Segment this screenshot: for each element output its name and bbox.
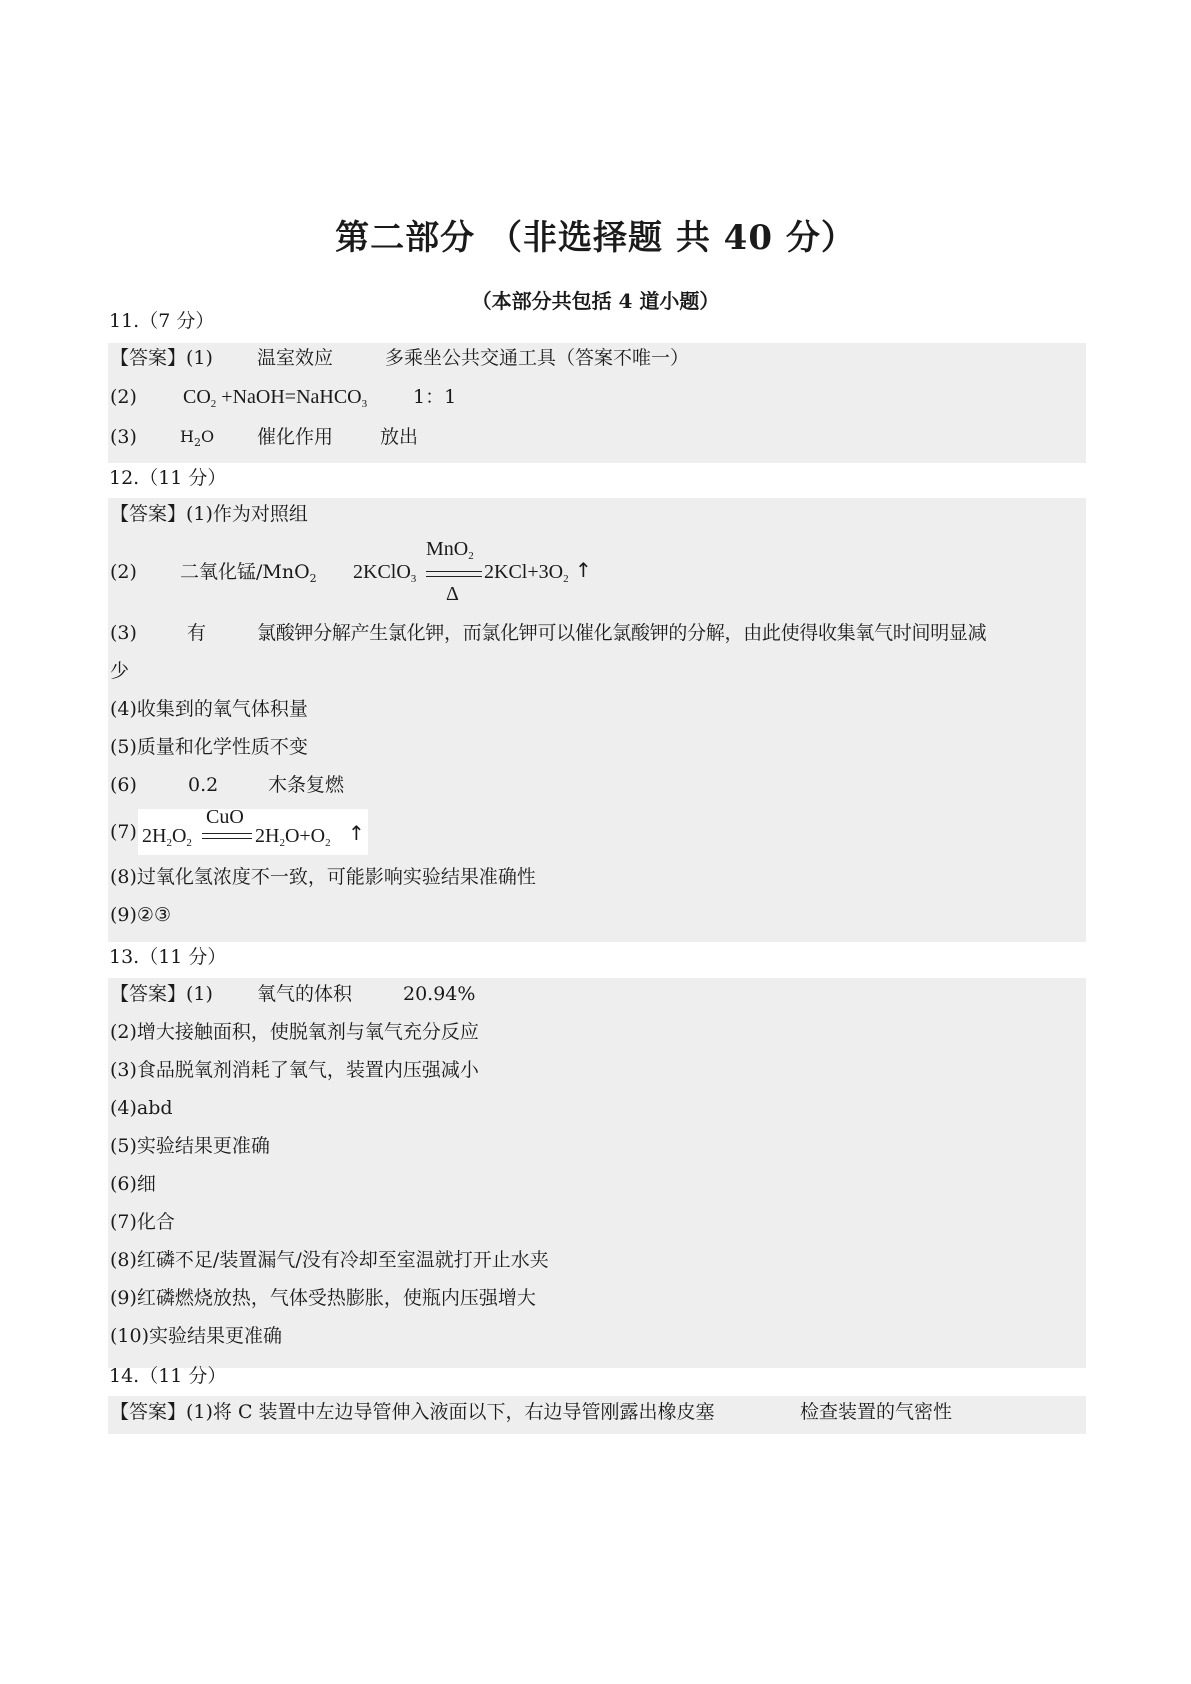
answer-line: (9)红磷燃烧放热，气体受热膨胀，使瓶内压强增大: [110, 1287, 536, 1309]
answer-line: (2)增大接触面积，使脱氧剂与氧气充分反应: [110, 1021, 479, 1043]
equals-line-bottom: [426, 576, 482, 577]
answer-line: (8)过氧化氢浓度不一致，可能影响实验结果准确性: [110, 866, 536, 888]
answer-line: 少: [110, 660, 130, 682]
chem-equation-kclo3: 2KClO$_3$ MnO$_2$ Δ $2KCl+3O_2$ ↑: [353, 538, 592, 605]
answer-line: (4)abd: [110, 1097, 173, 1119]
answer-line: (5)质量和化学性质不变: [110, 736, 308, 758]
chem-equation-h2o2: $2H_2O_2$ CuO $2H_2O+O_2$ ↑: [138, 809, 368, 855]
equals-line-bottom: [202, 838, 252, 839]
equals-line-top: [202, 833, 252, 834]
answer-line: (8)红磷不足/装置漏气/没有冷却至室温就打开止水夹: [110, 1249, 549, 1271]
page-subtitle: （本部分共包括 4 道小题）: [471, 289, 720, 313]
water-formula: $H_2O$: [180, 427, 215, 449]
catalyst-label: MnO$_2$: [426, 538, 474, 562]
up-arrow-icon: ↑: [575, 558, 592, 582]
question-11-heading: 11.（7 分）: [109, 310, 215, 332]
answer-line: (5)实验结果更准确: [110, 1135, 270, 1157]
question-13-heading: 13.（11 分）: [109, 946, 227, 968]
answer-block-13: 【答案】(1) 氧气的体积 20.94% (2)增大接触面积，使脱氧剂与氧气充分反应 (3)食品脱氧剂消耗了氧气，装置内压强减小 (4)abd (5)实验结果更准确 (6)细 (7)化合 (8)红磷不足/装置漏气/没有冷却至室温就打开止水夹 (9)红磷燃烧放热，气体受热膨胀，使瓶内压强增大 (10)实验结果更准确: [108, 978, 1086, 1368]
question-14-heading: 14.（11 分）: [109, 1365, 227, 1387]
heat-condition: Δ: [446, 583, 459, 605]
answer-line: (10)实验结果更准确: [110, 1325, 283, 1347]
answer-line: (4)收集到的氧气体积量: [110, 698, 308, 720]
up-arrow-icon: ↑: [348, 821, 365, 845]
equals-line-top: [426, 571, 482, 572]
answer-block-12: 【答案】(1)作为对照组 (2) 二氧化锰/MnO$_2$ 2KClO$_3$ MnO$_2$ Δ $2KCl+3O_2$ ↑ (3) 有 氯酸钾分解产生氯化钾，而氯化钾可以催化氯酸钾的分解，由此使得收集氧气时间明显减 少 (4)收集到的氧气体积量 (5)质量和化学性质不变 (6) 0.2 木条复燃 (7) $2H_2O_2$ CuO $2H_2O+O_2$ ↑ (8)过氧化氢浓度不一致，可能影响实验结果准确性 (9)②③: [108, 498, 1086, 942]
question-12-heading: 12.（11 分）: [109, 467, 227, 489]
chem-equation: $CO_2$ +NaOH=NaHCO$_3$: [183, 386, 368, 410]
answer-line: 【答案】(1)作为对照组: [110, 503, 308, 525]
answer-line: (6)细: [110, 1173, 156, 1195]
answer-line: (7)化合: [110, 1211, 175, 1233]
page-title: 第二部分 （非选择题 共 40 分）: [335, 218, 856, 258]
answer-block-14: 【答案】(1)将 C 装置中左边导管伸入液面以下，右边导管刚露出橡皮塞 检查装置的气密性: [108, 1396, 1086, 1434]
answer-block-11: 【答案】(1) 温室效应 多乘坐公共交通工具（答案不唯一） (2) $CO_2$ +NaOH=NaHCO$_3$ 1：1 (3) $H_2O$ 催化作用 放出: [108, 343, 1086, 463]
answer-line: (3)食品脱氧剂消耗了氧气，装置内压强减小: [110, 1059, 479, 1081]
catalyst-label: CuO: [206, 806, 244, 828]
answer-line: (7): [110, 821, 137, 843]
answer-line: (9)②③: [110, 904, 171, 926]
